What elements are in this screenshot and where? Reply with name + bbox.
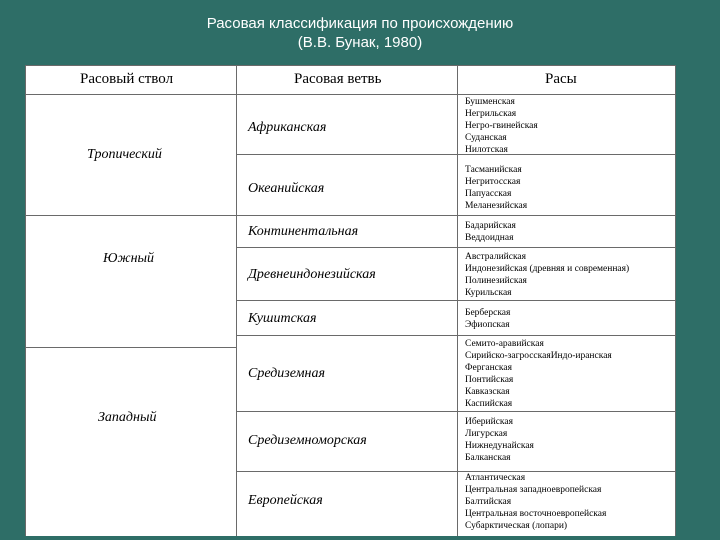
race-item: Балканская [465, 453, 511, 463]
race-item: Каспийская [465, 399, 513, 409]
trunk-western: Западный [98, 410, 157, 425]
branch-oceanian: Океанийская [248, 181, 325, 196]
race-item: Иберийская [465, 417, 513, 427]
branch-mediterranean-inner: Средиземная [248, 366, 325, 381]
race-item: Негритосская [465, 177, 521, 187]
race-item: Балтийская [465, 497, 512, 507]
race-item: Берберская [465, 308, 511, 318]
race-item: Субарктическая (лопари) [465, 521, 568, 531]
races-list [465, 251, 629, 299]
race-item: Курильская [465, 288, 512, 298]
branch-african: Африканская [248, 120, 327, 135]
header-branch: Расовая ветвь [294, 71, 382, 87]
race-item: Эфиопская [465, 320, 510, 330]
trunk-divider [25, 347, 236, 348]
race-item: Нилотская [465, 145, 508, 155]
trunk-tropical: Тропический [87, 147, 162, 162]
races-list [465, 307, 510, 331]
race-item: Кавказская [465, 387, 510, 397]
race-item: Австралийская [465, 252, 527, 262]
race-item: Суданская [465, 133, 507, 143]
header-races: Расы [545, 71, 577, 87]
row-divider [236, 215, 676, 216]
race-item: Ферганская [465, 363, 512, 373]
page-title: Расовая классификация по происхождению [206, 15, 514, 32]
race-item: Негрильская [465, 109, 517, 119]
branch-ancient-indonesian: Древнеиндонезийская [248, 267, 376, 282]
races-list [465, 338, 612, 410]
header-divider [25, 94, 676, 95]
race-item: Меланезийская [465, 201, 528, 211]
race-item: Центральная западноевропейская [465, 485, 602, 495]
table-border-top [25, 65, 676, 66]
races-list [465, 96, 538, 156]
race-item: Семито-аравийская [465, 339, 544, 349]
race-item: Веддоидная [465, 233, 514, 243]
row-divider [236, 471, 676, 472]
branch-european: Европейская [248, 493, 323, 508]
race-item: Бадарийская [465, 221, 516, 231]
column-divider [457, 65, 458, 536]
races-list [465, 472, 606, 532]
race-item: Полинезийская [465, 276, 527, 286]
page-subtitle: (В.В. Бунак, 1980) [297, 34, 423, 51]
race-item: Негро-гвинейская [465, 121, 538, 131]
branch-cushitic: Кушитская [248, 311, 317, 326]
trunk-southern: Южный [103, 251, 154, 266]
race-item: Бушменская [465, 97, 515, 107]
race-item: Сирийско-загросскаяИндо-иранская [465, 351, 612, 361]
race-item: Лигурская [465, 429, 508, 439]
row-divider [236, 411, 676, 412]
race-item: Индонезийская (древняя и современная) [465, 264, 630, 274]
table-border-right [675, 65, 676, 536]
race-item: Нижнедунайская [465, 441, 534, 451]
races-list [465, 164, 527, 212]
header-trunk: Расовый ствол [80, 71, 174, 87]
race-item: Понтийская [465, 375, 514, 385]
race-item: Атлантическая [465, 473, 526, 483]
trunk-divider [25, 215, 236, 216]
row-divider [236, 300, 676, 301]
branch-mediterranean-sea: Средиземноморская [248, 433, 367, 448]
race-item: Центральная восточноевропейская [465, 509, 607, 519]
column-divider [236, 65, 237, 536]
race-item: Папуасская [465, 189, 512, 199]
row-divider [236, 335, 676, 336]
row-divider [236, 154, 676, 155]
row-divider [236, 247, 676, 248]
races-list [465, 416, 534, 464]
table-border-left [25, 65, 26, 536]
branch-continental: Континентальная [248, 224, 359, 239]
races-list [465, 220, 516, 244]
classification-table [25, 65, 676, 536]
race-item: Тасманийская [465, 165, 522, 175]
